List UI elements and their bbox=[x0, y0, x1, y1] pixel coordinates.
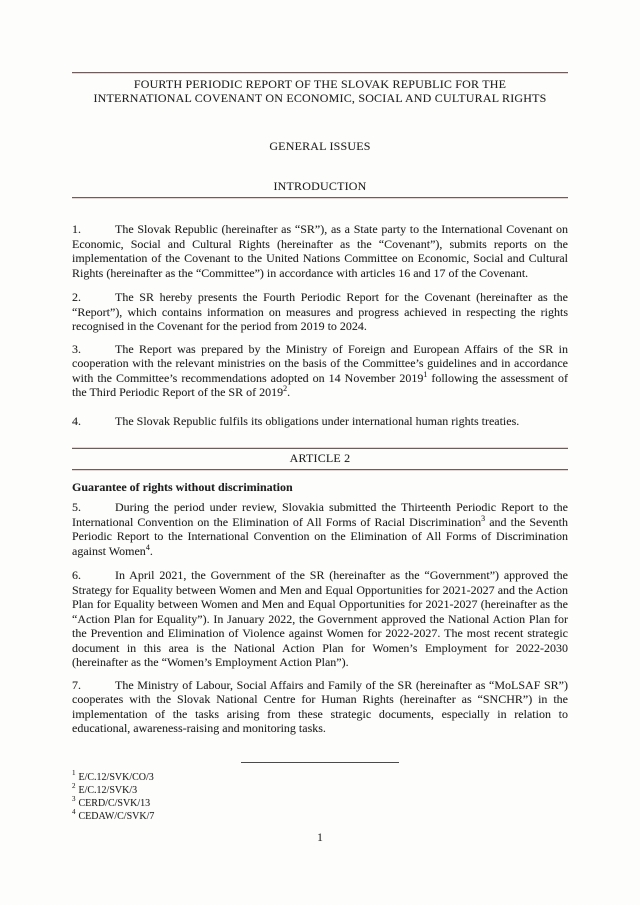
document-title bbox=[72, 77, 568, 105]
paragraph-4 bbox=[72, 414, 568, 429]
article-2-heading: ARTICLE 2 bbox=[289, 451, 351, 465]
section-heading-general-issues: GENERAL ISSUES bbox=[269, 139, 371, 153]
footnote-marker: 3 bbox=[72, 795, 76, 804]
article-2-subheading: Guarantee of rights without discrimination bbox=[72, 479, 293, 494]
footnote-reference: 2 bbox=[283, 384, 288, 393]
paragraph-2 bbox=[72, 290, 568, 334]
paragraph-text: In April 2021, the Government of the SR (hereinafter as the “Government”) approved the Strategy for Equality between Women and Men and Equal Opportunities for 2021-2027 and the Action Plan for Equality between Women and Men and Equal Opportunities for 2021-2027 (hereinafter as the “Action Plan for Equality”). In January 2022, the Government approved the National Action Plan for the Prevention and Elimination of Violence against Women for 2022-2027. The most recent strategic document in this area is the National Action Plan for Women’s Employment for 2022-2030 (hereinafter as the “Women’s Employment Action Plan”). bbox=[72, 568, 568, 669]
paragraph-text: The Slovak Republic (hereinafter as “SR”), as a State party to the International Covenant on Economic, Social and Cultural Rights (hereinafter as the “Covenant”), submits reports on the implementation of the Covenant to the United Nations Committee on Economic, Social and Cultural Rights (hereinafter as the “Committee”) in accordance with articles 16 and 17 of the Covenant. bbox=[72, 222, 568, 280]
document-title-line2: INTERNATIONAL COVENANT ON ECONOMIC, SOCIAL AND CULTURAL RIGHTS bbox=[93, 91, 547, 105]
paragraph-number: 2. bbox=[72, 290, 81, 304]
footnote-marker: 4 bbox=[72, 808, 76, 817]
footnote-text: E/C.12/SVK/CO/3 bbox=[78, 771, 154, 783]
paragraph-6 bbox=[72, 568, 568, 670]
paragraph-text: The SR hereby presents the Fourth Periodic Report for the Covenant (hereinafter as the “Report”), which contains information on measures and progress achieved in respecting the rights recognised in the Covenant for the period from 2019 to 2024. bbox=[72, 290, 568, 333]
paragraph-number: 5. bbox=[72, 500, 81, 514]
footnote-separator-rule bbox=[241, 762, 399, 763]
paragraph-text: The Ministry of Labour, Social Affairs and Family of the SR (hereinafter as “MoLSAF SR”) cooperates with the Slovak National Centre for Human Rights (hereinafter as “SNCHR”) in the implementation of the tasks arising from these strategic documents, especially in relation to educational, awareness-raising and monitoring tasks. bbox=[72, 677, 568, 735]
footnote-reference: 3 bbox=[481, 513, 486, 523]
footnote-3 bbox=[72, 797, 568, 810]
paragraph-number: 3. bbox=[72, 341, 81, 356]
paragraph-5 bbox=[72, 500, 568, 558]
footnotes bbox=[72, 771, 568, 823]
section-heading-introduction: INTRODUCTION bbox=[273, 179, 367, 193]
paragraph-text: The Slovak Republic fulfils its obligations under international human rights treaties. bbox=[115, 413, 520, 428]
footnote-marker: 1 bbox=[72, 769, 76, 778]
paragraph-number: 1. bbox=[72, 222, 81, 236]
footnote-reference: 4 bbox=[145, 542, 150, 552]
article-2-heading-block bbox=[72, 448, 568, 470]
footnote-4 bbox=[72, 810, 568, 823]
paragraph-text: The Report was prepared by the Ministry of Foreign and European Affairs of the SR in cooperation with the relevant ministries on the basis of the Committee’s guidelines and in accordance with the Committee’s recommendations adopted on 14 November 2019$^1$ following the assessment of the Third Periodic Report of the SR of 2019$^2$. bbox=[72, 341, 569, 399]
page-number: 1 bbox=[317, 832, 323, 844]
paragraph-number: 7. bbox=[72, 677, 81, 692]
footnote-1 bbox=[72, 771, 568, 784]
paragraph-7 bbox=[72, 678, 568, 736]
document-title-line1: FOURTH PERIODIC REPORT OF THE SLOVAK REPUBLIC FOR THE bbox=[133, 77, 507, 91]
footnote-2 bbox=[72, 784, 568, 797]
paragraph-1 bbox=[72, 222, 568, 280]
section-introduction-block bbox=[72, 179, 568, 198]
paragraph-text: During the period under review, Slovakia submitted the Thirteenth Periodic Report to the International Convention on the Elimination of All Forms of Racial Discrimination$^3$ and the Seventh Periodic Report to the International Convention on the Elimination of All Forms of Discrimination against Women$^4$. bbox=[72, 500, 568, 558]
footnote-text: CERD/C/SVK/13 bbox=[78, 797, 151, 809]
footnote-text: CEDAW/C/SVK/7 bbox=[78, 810, 155, 822]
header-rule bbox=[72, 72, 568, 73]
paragraph-number: 4. bbox=[72, 413, 81, 428]
footnote-marker: 2 bbox=[72, 782, 76, 791]
footnote-reference: 1 bbox=[423, 369, 428, 379]
paragraph-number: 6. bbox=[72, 568, 81, 582]
paragraph-3 bbox=[72, 342, 568, 400]
footnote-text: E/C.12/SVK/3 bbox=[78, 784, 138, 796]
